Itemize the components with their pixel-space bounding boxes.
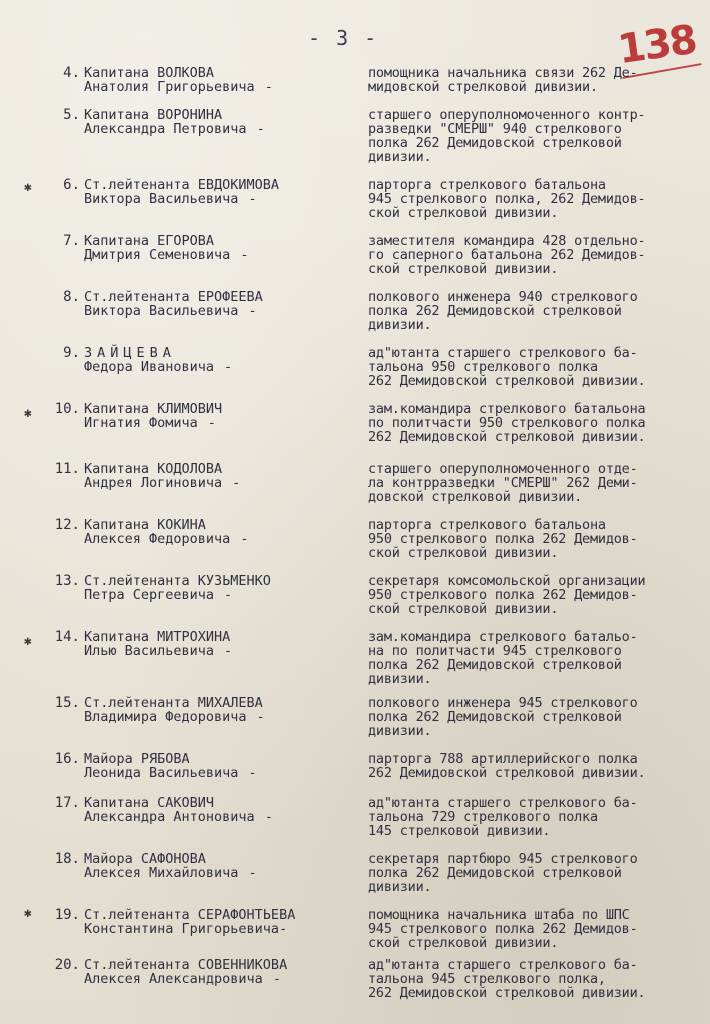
entry-role-line: 950 стрелкового полка 262 Демидов- bbox=[368, 531, 638, 547]
entry-role-line: полка 262 Демидовской стрелковой bbox=[368, 865, 622, 881]
entry-role bbox=[368, 108, 696, 164]
entry-role-line: 262 Демидовской стрелковой дивизии. bbox=[368, 429, 646, 445]
entry-given-names: Виктора Васильевича bbox=[84, 191, 239, 207]
entry-dash: - bbox=[264, 79, 273, 95]
entry-role-line: старшего оперуполномоченного отде- bbox=[368, 461, 638, 477]
entry-role-line: дивизии. bbox=[368, 317, 432, 333]
margin-mark-icon: ✱ bbox=[24, 180, 32, 195]
entry-number: 6. bbox=[63, 177, 80, 193]
entry-given-names: Андрея Логиновича bbox=[84, 475, 223, 491]
entry-role-line: 950 стрелкового полка 262 Демидов- bbox=[368, 587, 638, 603]
entry-role-line: полка 262 Демидовской стрелковой bbox=[368, 709, 622, 725]
entry-role-line: тальона 729 стрелкового полка bbox=[368, 809, 598, 825]
page-number: - 3 - bbox=[308, 26, 379, 50]
entry-dash: - bbox=[264, 809, 273, 825]
entry-role-line: 262 Демидовской стрелковой дивизии. bbox=[368, 765, 646, 781]
entry-person bbox=[84, 958, 346, 986]
entry-role-line: дивизии. bbox=[368, 671, 432, 687]
margin-mark-icon: ✱ bbox=[24, 406, 32, 421]
entry-role-line: дивизии. bbox=[368, 149, 432, 165]
entry-rank-surname: Капитана САКОВИЧ bbox=[84, 795, 215, 811]
entry-role-line: полка 262 Демидовской стрелковой bbox=[368, 135, 622, 151]
entry-role-line: го саперного батальона 262 Демидов- bbox=[368, 247, 646, 263]
entry-rank-surname: Майора САФОНОВА bbox=[84, 851, 206, 867]
entry-dash: - bbox=[207, 415, 216, 431]
entry-role-line: полка 262 Демидовской стрелковой bbox=[368, 657, 622, 673]
entry-dash: - bbox=[248, 765, 257, 781]
entry-number: 10. bbox=[54, 401, 80, 417]
entry-dash: - bbox=[240, 531, 249, 547]
entry-given-names: Алексея Федоровича bbox=[84, 531, 231, 547]
entry-role-line: ла контрразведки "СМЕРШ" 262 Деми- bbox=[368, 475, 638, 491]
entry-role bbox=[368, 630, 696, 686]
entry-role bbox=[368, 796, 696, 838]
entry-role-line: 945 стрелкового полка, 262 Демидов- bbox=[368, 191, 646, 207]
entry-given-names: Леонида Васильевича bbox=[84, 765, 239, 781]
entry-number: 9. bbox=[63, 345, 80, 361]
entry-role-line: 945 стрелкового полка 262 Демидов- bbox=[368, 921, 638, 937]
entry-role bbox=[368, 518, 696, 560]
entry-role-line: довской стрелковой дивизии. bbox=[368, 489, 583, 505]
entry-rank-surname: Капитана КЛИМОВИЧ bbox=[84, 401, 223, 417]
entry-number: 8. bbox=[63, 289, 80, 305]
entry-number: 11. bbox=[54, 461, 80, 477]
margin-mark-icon: ✱ bbox=[24, 906, 32, 921]
entry-role-line: помощника начальника связи 262 Де- bbox=[368, 65, 638, 81]
entry-dash: - bbox=[256, 121, 265, 137]
entry-rank-surname: Майора РЯБОВА bbox=[84, 751, 190, 767]
entry-role-line: зам.командира стрелкового батальо- bbox=[368, 629, 638, 645]
entry-rank-surname: Ст.лейтенанта СЕРАФОНТЬЕВА bbox=[84, 907, 296, 923]
entry-dash: - bbox=[248, 191, 257, 207]
entry-role-line: ад"ютанта старшего стрелкового ба- bbox=[368, 957, 638, 973]
entry-rank-surname: Капитана КОКИНА bbox=[84, 517, 206, 533]
entry-rank-surname: Ст.лейтенанта МИХАЛЕВА bbox=[84, 695, 263, 711]
entry-role bbox=[368, 462, 696, 504]
entry-role-line: старшего оперуполномоченного контр- bbox=[368, 107, 646, 123]
entry-role-line: секретаря комсомольской организации bbox=[368, 573, 646, 589]
entry-number: 19. bbox=[54, 907, 80, 923]
entry-role bbox=[368, 290, 696, 332]
entry-rank-surname: Капитана МИТРОХИНА bbox=[84, 629, 231, 645]
entry-number: 15. bbox=[54, 695, 80, 711]
entry-role-line: ской стрелковой дивизии. bbox=[368, 545, 559, 561]
entry-role-line: ской стрелковой дивизии. bbox=[368, 261, 559, 277]
entry-given-names: Александра Антоновича bbox=[84, 809, 255, 825]
entry-role-line: 262 Демидовской стрелковой дивизии. bbox=[368, 373, 646, 389]
entry-person bbox=[84, 630, 346, 658]
entry-role bbox=[368, 66, 696, 94]
entry-role bbox=[368, 574, 696, 616]
entry-role bbox=[368, 958, 696, 1000]
entry-given-names: Алексея Михайловича bbox=[84, 865, 239, 881]
entry-dash: - bbox=[232, 475, 241, 491]
entry-role-line: ской стрелковой дивизии. bbox=[368, 601, 559, 617]
entry-role bbox=[368, 346, 696, 388]
entry-person bbox=[84, 908, 346, 936]
entry-person bbox=[84, 518, 346, 546]
entry-number: 5. bbox=[63, 107, 80, 123]
entry-dash: - bbox=[272, 971, 281, 987]
entry-given-names: Александра Петровича bbox=[84, 121, 247, 137]
entry-number: 7. bbox=[63, 233, 80, 249]
entry-given-names: Федора Ивановича bbox=[84, 359, 215, 375]
entry-person bbox=[84, 574, 346, 602]
entry-number: 18. bbox=[54, 851, 80, 867]
entry-rank-surname: ЗАЙЦЕВА bbox=[84, 345, 176, 361]
entry-given-names: Виктора Васильевича bbox=[84, 303, 239, 319]
entry-role-line: тальона 945 стрелкового полка, bbox=[368, 971, 606, 987]
entry-rank-surname: Капитана ВОРОНИНА bbox=[84, 107, 223, 123]
entry-person bbox=[84, 462, 346, 490]
entry-number: 13. bbox=[54, 573, 80, 589]
entry-role-line: дивизии. bbox=[368, 723, 432, 739]
entry-person bbox=[84, 66, 346, 94]
entry-rank-surname: Ст.лейтенанта КУЗЬМЕНКО bbox=[84, 573, 271, 589]
entry-dash: - bbox=[224, 359, 233, 375]
entry-given-names: Петра Сергеевича bbox=[84, 587, 215, 603]
entry-role bbox=[368, 402, 696, 444]
entry-person bbox=[84, 696, 346, 724]
entry-rank-surname: Ст.лейтенанта СОВЕННИКОВА bbox=[84, 957, 288, 973]
entry-person bbox=[84, 752, 346, 780]
entry-rank-surname: Капитана ЕГОРОВА bbox=[84, 233, 215, 249]
entry-person bbox=[84, 178, 346, 206]
entry-role-line: ской стрелковой дивизии. bbox=[368, 205, 559, 221]
entry-role-line: парторга стрелкового батальона bbox=[368, 517, 606, 533]
entry-role-line: на по политчасти 945 стрелкового bbox=[368, 643, 622, 659]
entry-dash: - bbox=[248, 865, 257, 881]
entry-rank-surname: Капитана КОДОЛОВА bbox=[84, 461, 223, 477]
entry-role-line: парторга стрелкового батальона bbox=[368, 177, 606, 193]
entry-number: 14. bbox=[54, 629, 80, 645]
entry-role-line: по политчасти 950 стрелкового полка bbox=[368, 415, 646, 431]
entry-number: 12. bbox=[54, 517, 80, 533]
entry-dash: - bbox=[256, 709, 265, 725]
entry-dash: - bbox=[224, 587, 233, 603]
entry-dash: - bbox=[224, 643, 233, 659]
entry-role-line: полкового инженера 945 стрелкового bbox=[368, 695, 638, 711]
entry-number: 4. bbox=[63, 65, 80, 81]
entry-role-line: дивизии. bbox=[368, 879, 432, 895]
entry-role-line: помощника начальника штаба по ШПС bbox=[368, 907, 630, 923]
entry-rank-surname: Капитана ВОЛКОВА bbox=[84, 65, 215, 81]
entry-person bbox=[84, 346, 346, 374]
entry-role-line: разведки "СМЕРШ" 940 стрелкового bbox=[368, 121, 622, 137]
entry-role-line: полка 262 Демидовской стрелковой bbox=[368, 303, 622, 319]
entry-person bbox=[84, 402, 346, 430]
entry-role-line: ской стрелковой дивизии. bbox=[368, 935, 559, 951]
entry-role bbox=[368, 908, 696, 950]
entry-person bbox=[84, 796, 346, 824]
entry-role bbox=[368, 696, 696, 738]
entry-given-names: Илью Васильевича bbox=[84, 643, 215, 659]
entry-role-line: тальона 950 стрелкового полка bbox=[368, 359, 598, 375]
entry-given-names: Владимира Федоровича bbox=[84, 709, 247, 725]
entry-role-line: ад"ютанта старшего стрелкового ба- bbox=[368, 345, 638, 361]
entry-dash: - bbox=[248, 303, 257, 319]
margin-mark-icon: ✱ bbox=[24, 634, 32, 649]
entry-number: 20. bbox=[54, 957, 80, 973]
entry-role bbox=[368, 178, 696, 220]
entry-role-line: заместителя командира 428 отдельно- bbox=[368, 233, 646, 249]
entry-person bbox=[84, 108, 346, 136]
entry-given-names: Константина Григорьевича bbox=[84, 921, 280, 937]
entry-role-line: 145 стрелковой дивизии. bbox=[368, 823, 551, 839]
entry-person bbox=[84, 852, 346, 880]
entry-given-names: Дмитрия Семеновича bbox=[84, 247, 231, 263]
entry-role-line: секретаря партбюро 945 стрелкового bbox=[368, 851, 638, 867]
entry-role-line: ад"ютанта старшего стрелкового ба- bbox=[368, 795, 638, 811]
entry-given-names: Анатолия Григорьевича bbox=[84, 79, 255, 95]
entry-dash: - bbox=[279, 921, 288, 937]
entry-rank-surname: Ст.лейтенанта ЕВДОКИМОВА bbox=[84, 177, 280, 193]
archive-stamp-number: 138 bbox=[615, 16, 699, 74]
entry-role-line: 262 Демидовской стрелковой дивизии. bbox=[368, 985, 646, 1001]
entry-role-line: полкового инженера 940 стрелкового bbox=[368, 289, 638, 305]
entry-person bbox=[84, 234, 346, 262]
entry-role-line: мидовской стрелковой дивизии. bbox=[368, 79, 598, 95]
entry-dash: - bbox=[240, 247, 249, 263]
entry-number: 17. bbox=[54, 795, 80, 811]
entry-person bbox=[84, 290, 346, 318]
entry-rank-surname: Ст.лейтенанта ЕРОФЕЕВА bbox=[84, 289, 263, 305]
entry-role bbox=[368, 852, 696, 894]
entry-role bbox=[368, 752, 696, 780]
entry-number: 16. bbox=[54, 751, 80, 767]
entry-given-names: Алексея Александровича bbox=[84, 971, 263, 987]
entry-role-line: зам.командира стрелкового батальона bbox=[368, 401, 646, 417]
entry-given-names: Игнатия Фомича bbox=[84, 415, 198, 431]
entry-role bbox=[368, 234, 696, 276]
entry-role-line: парторга 788 артиллерийского полка bbox=[368, 751, 638, 767]
